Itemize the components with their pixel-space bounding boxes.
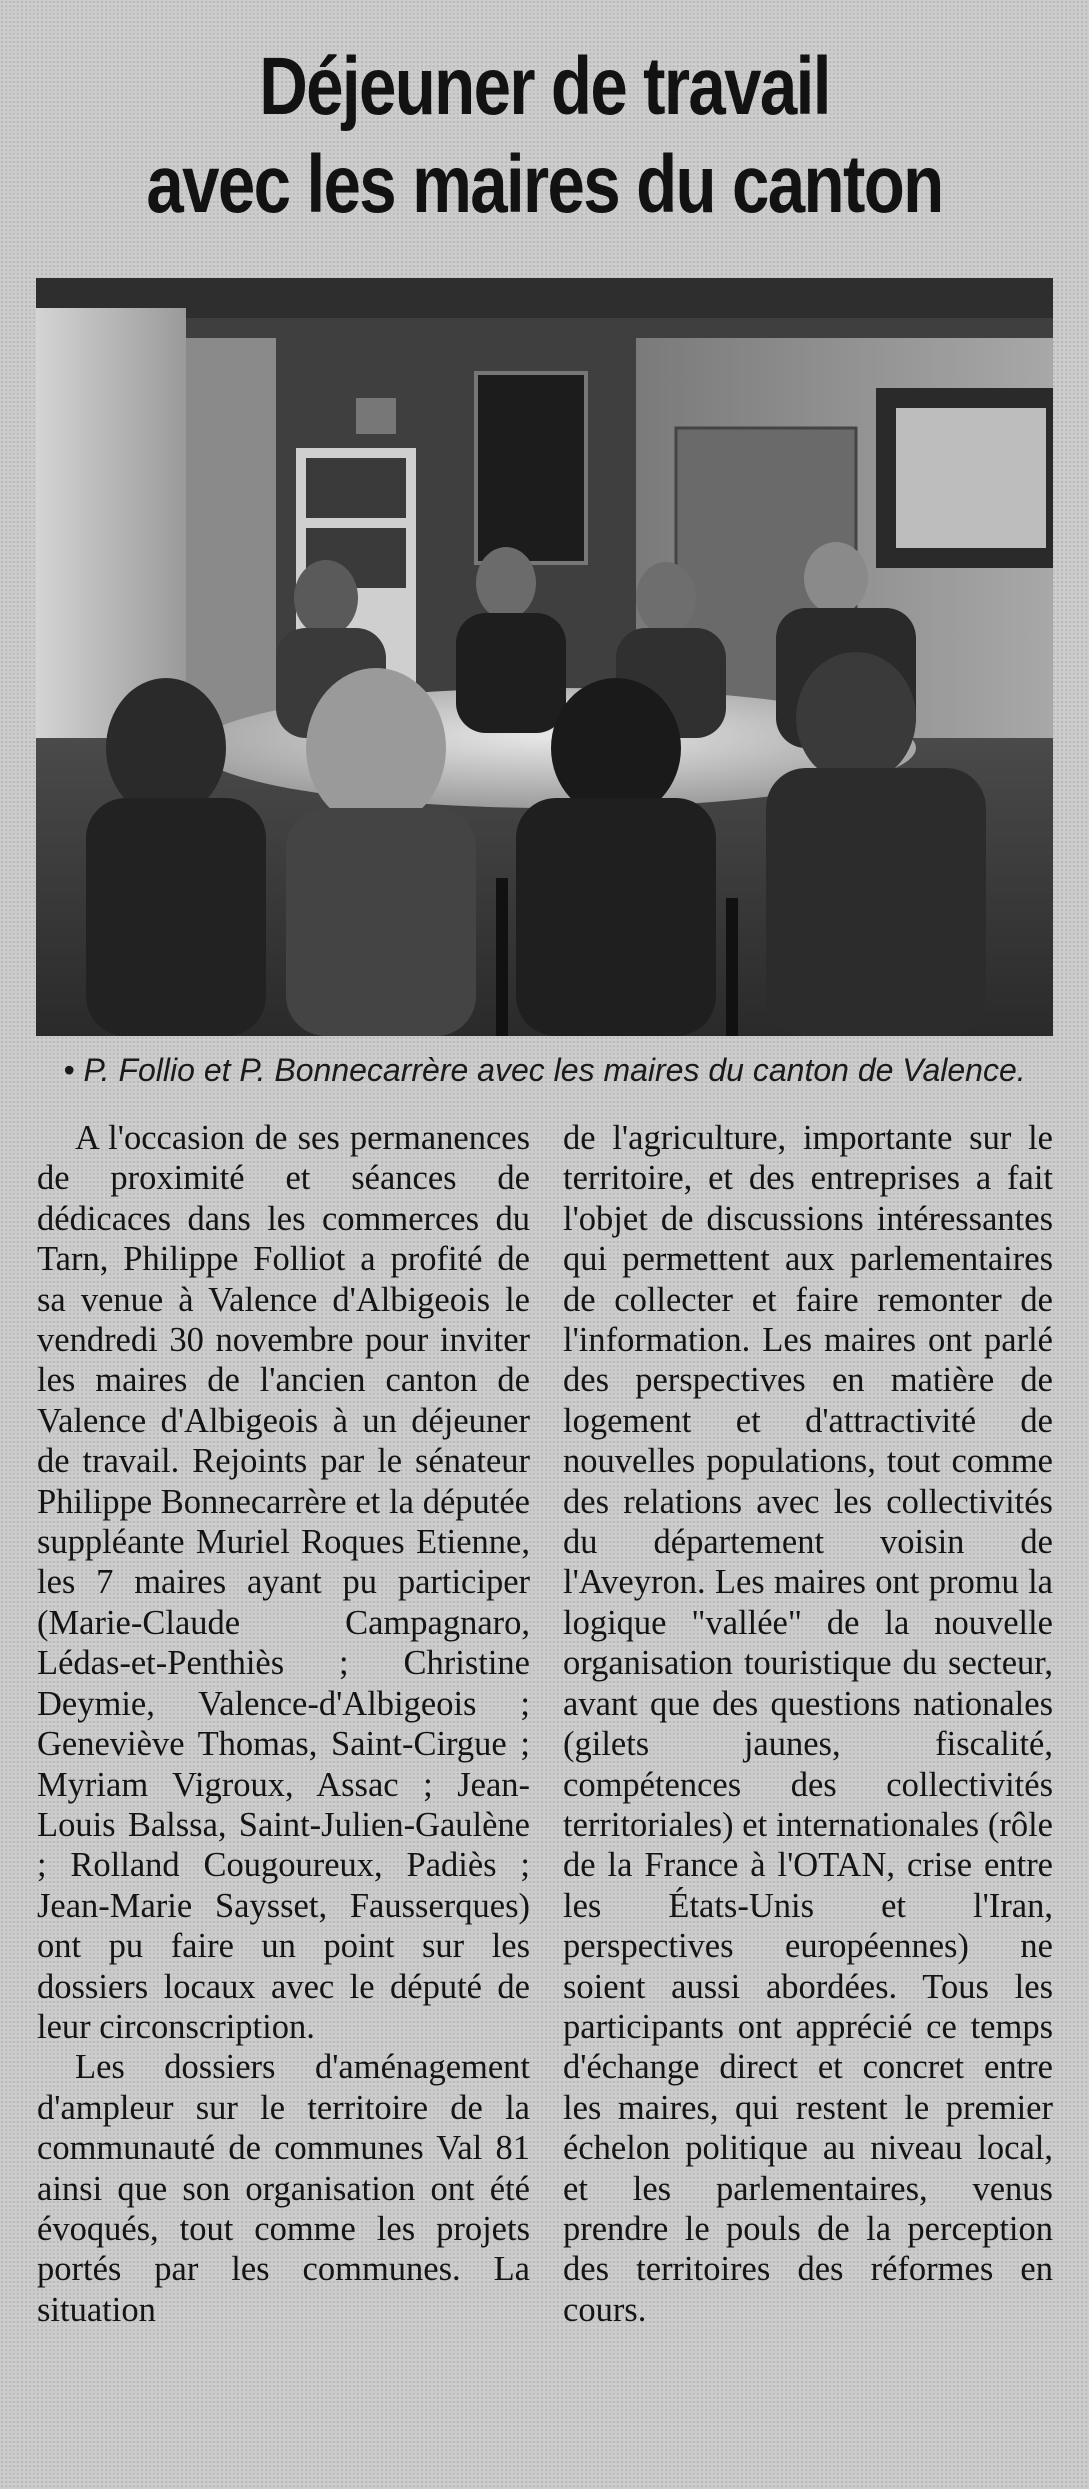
photo-caption: • P. Follio et P. Bonnecarrère avec les maires du canton de Valence. (63, 1052, 1026, 1088)
paragraph: Les dossiers d'aménagement d'ampleur sur le territoire de la communauté de communes Val 81 ainsi que son organisation ont été évoqués, tout comme les projets portés par les communes. La situation (37, 2048, 530, 2329)
paragraph: de l'agriculture, importante sur le territoire, et des entreprises a fait l'objet de discussions intéressantes qui permettent aux parlementaires de collecter et faire remonter de l'information. Les maires ont parlé des perspectives en matière de logement et d'attractivité de nouvelles populations, tout comme des relations avec les collectivités du département voisin de l'Aveyron. Les maires ont promu la logique "vallée" de la nouvelle organisation touristique du secteur, avant que des questions nationales (gilets jaunes, fiscalité, compétences des collectivités territoriales) et internationales (rôle de la France à l'OTAN, crise entre les États-Unis et l'Iran, perspectives européennes) ne soient aussi abordées. Tous les participants ont apprécié ce temps d'échange direct et concret entre les maires, qui restent le premier échelon politique au niveau local, et les parlementaires, venus prendre le pouls de la perception des territoires des réformes en cours. (563, 1119, 1053, 2329)
photo-meeting-scene (36, 278, 1053, 1036)
paragraph: A l'occasion de ses permanences de proximité et séances de dédicaces dans les commerces du Tarn, Philippe Folliot a profité de sa venue à Valence d'Albigeois le vendredi 30 novembre pour inviter les maires de l'ancien canton de Valence d'Albigeois à un déjeuner de travail. Rejoints par le sénateur Philippe Bonnecarrère et la députée suppléante Muriel Roques Etienne, les 7 maires ayant pu participer (Marie-Claude Campagnaro, Lédas-et-Penthiès ; Christine Deymie, Valence-d'Albigeois ; Geneviève Thomas, Saint-Cirgue ; Myriam Vigroux, Assac ; Jean-Louis Balssa, Saint-Julien-Gaulène ; Rolland Cougoureux, Padiès ; Jean-Marie Saysset, Fausserques) ont pu faire un point sur les dossiers locaux avec le député de leur circonscription. (37, 1119, 530, 2046)
article-headline (98, 38, 991, 234)
article-column-left (37, 1118, 530, 2330)
headline-line-2: avec les maires du canton (146, 139, 943, 230)
headline-line-1: Déjeuner de travail (259, 41, 830, 132)
article-column-right (563, 1118, 1053, 2330)
article-photo (36, 278, 1053, 1036)
